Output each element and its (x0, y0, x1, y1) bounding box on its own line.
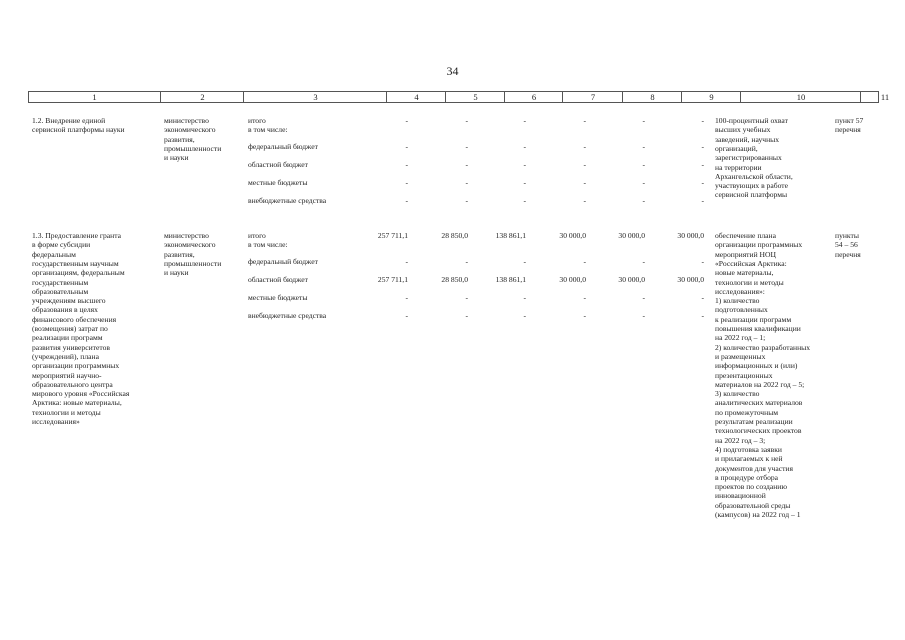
value-cell: - (523, 142, 526, 152)
value-cell: - (642, 178, 645, 188)
value-cell: - (523, 178, 526, 188)
value-cell: - (701, 311, 704, 321)
value-cell: 257 711,1 (377, 275, 408, 285)
row-title-line: развития университетов (32, 342, 110, 352)
indicator-line: на 2022 год – 1; (715, 333, 766, 343)
value-cell: - (701, 293, 704, 303)
header-col-10: 10 (740, 92, 861, 102)
value-cell: - (405, 257, 408, 267)
indicator-line: на 2022 год – 3; (715, 435, 766, 445)
row-title-line: государственным (32, 277, 89, 287)
indicator-line: заведений, научных (715, 134, 780, 144)
value-cell: 30 000,0 (559, 231, 586, 240)
row-title-line: реализации программ (32, 333, 103, 343)
value-cell: - (701, 116, 704, 125)
indicator-line: документов для участия (715, 463, 793, 473)
value-cell: - (465, 196, 468, 206)
executor-line: промышленности (164, 258, 222, 268)
executor-line: развития, (164, 134, 195, 144)
indicator-line: 3) количество (715, 389, 760, 399)
funding-source-label: итого (248, 116, 266, 125)
header-col-11: 11 (860, 92, 905, 102)
reference-line: 54 – 56 (835, 240, 858, 250)
row-title-line: в форме субсидии (32, 240, 91, 250)
value-cell: - (642, 293, 645, 303)
executor-line: министерство (164, 116, 209, 125)
value-cell: - (583, 196, 586, 206)
header-col-9: 9 (681, 92, 741, 102)
indicator-line: и размещенных (715, 351, 766, 361)
header-col-7: 7 (562, 92, 623, 102)
value-cell: - (523, 116, 526, 125)
indicator-line: 100-процентный охват (715, 116, 788, 125)
indicator-line: 4) подготовка заявки (715, 444, 782, 454)
indicator-line: 1) количество (715, 296, 760, 306)
value-cell: - (465, 178, 468, 188)
value-cell: - (642, 257, 645, 267)
funding-source-label: областной бюджет (248, 160, 308, 170)
value-cell: - (583, 142, 586, 152)
row-title-line: учреждениям высшего (32, 296, 106, 306)
indicator-line: проектов по созданию (715, 482, 788, 492)
value-cell: 138 861,1 (495, 275, 526, 285)
value-cell: - (465, 293, 468, 303)
row-title-line: финансового обеспечения (32, 314, 117, 324)
reference-line: пункт 57 (835, 116, 864, 125)
value-cell: - (405, 160, 408, 170)
indicator-line: по промежуточным (715, 407, 779, 417)
row-title-line: сервисной платформы науки (32, 125, 125, 135)
indicator-line: результатам реализации (715, 417, 793, 426)
indicator-line: зарегистрированных (715, 153, 782, 163)
indicator-line: подготовленных (715, 305, 768, 315)
header-col-5: 5 (445, 92, 505, 102)
row-title-line: организациям, федеральным (32, 268, 125, 278)
executor-line: и науки (164, 268, 189, 278)
executor-line: и науки (164, 153, 189, 163)
value-cell: - (583, 160, 586, 170)
page-number: 34 (446, 64, 459, 78)
indicator-line: обеспечение плана (715, 231, 776, 240)
reference-line: перечня (835, 125, 861, 135)
value-cell: - (465, 116, 468, 125)
executor-line: развития, (164, 249, 195, 259)
row-title-line: мирового уровня «Российская (32, 389, 130, 399)
value-cell: - (405, 116, 408, 125)
value-cell: - (583, 311, 586, 321)
value-cell: - (523, 196, 526, 206)
value-cell: 30 000,0 (618, 231, 645, 240)
indicator-line: организаций, (715, 143, 758, 153)
value-cell: - (465, 311, 468, 321)
indicator-line: высших учебных (715, 125, 771, 135)
funding-source-label: внебюджетные средства (248, 196, 327, 206)
indicator-line: «Российская Арктика: (715, 258, 787, 268)
value-cell: - (701, 160, 704, 170)
row-title-line: мероприятий научно- (32, 370, 102, 380)
value-cell: - (405, 196, 408, 206)
indicator-line: мероприятий НОЦ (715, 249, 776, 259)
row-title-line: (возмещения) затрат по (32, 324, 108, 333)
indicator-line: аналитических материалов (715, 398, 803, 408)
funding-source-label: внебюджетные средства (248, 311, 327, 321)
value-cell: - (405, 311, 408, 321)
value-cell: - (701, 178, 704, 188)
row-title-line: образования в целях (32, 305, 98, 315)
value-cell: - (523, 311, 526, 321)
value-cell: 30 000,0 (618, 275, 645, 285)
table-header-row (28, 91, 890, 103)
header-col-1: 1 (92, 92, 97, 102)
value-cell: - (701, 142, 704, 152)
funding-source-label: местные бюджеты (248, 293, 308, 303)
reference-line: пункты (835, 231, 859, 240)
row-title-line: 1.2. Внедрение единой (32, 116, 106, 125)
indicator-line: исследования»: (715, 286, 765, 296)
value-cell: - (405, 142, 408, 152)
header-col-8: 8 (622, 92, 682, 102)
indicator-line: технологии и методы (715, 277, 784, 287)
indicator-line: новые материалы, (715, 268, 774, 278)
value-cell: - (583, 178, 586, 188)
value-cell: - (523, 293, 526, 303)
executor-line: министерство (164, 231, 209, 240)
header-col-3: 3 (243, 92, 387, 102)
funding-source-label: областной бюджет (248, 275, 308, 285)
row-title-line: исследования» (32, 417, 80, 426)
indicator-line: материалов на 2022 год – 5; (715, 379, 805, 389)
value-cell: 30 000,0 (559, 275, 586, 285)
value-cell: 30 000,0 (677, 231, 704, 240)
funding-source-label: итого (248, 231, 266, 240)
funding-source-label: в том числе: (248, 240, 288, 250)
indicator-line: на территории (715, 162, 762, 172)
row-title-line: образовательного центра (32, 379, 113, 389)
row-title-line: технологии и методы (32, 407, 101, 417)
value-cell: - (465, 142, 468, 152)
row-title-line: Арктика: новые материалы, (32, 398, 122, 408)
funding-source-label: федеральный бюджет (248, 257, 318, 267)
value-cell: - (583, 116, 586, 125)
indicator-line: Архангельской области, (715, 171, 793, 181)
indicator-line: повышения квалификации (715, 324, 801, 333)
value-cell: - (465, 160, 468, 170)
value-cell: - (642, 142, 645, 152)
indicator-line: технологических проектов (715, 426, 802, 436)
row-title-line: (учреждений), плана (32, 351, 99, 361)
header-col-4: 4 (386, 92, 446, 102)
value-cell: - (642, 311, 645, 321)
executor-line: промышленности (164, 143, 222, 153)
executor-line: экономического (164, 240, 216, 250)
indicator-line: организации программных (715, 240, 803, 250)
value-cell: 28 850,0 (441, 275, 468, 285)
indicator-line: (кампусов) на 2022 год – 1 (715, 510, 801, 519)
funding-source-label: местные бюджеты (248, 178, 308, 188)
value-cell: - (642, 116, 645, 125)
indicator-line: инновационной (715, 491, 766, 501)
indicator-line: презентационных (715, 370, 773, 380)
indicator-line: информационных и (или) (715, 361, 798, 371)
row-title-line: государственным научным (32, 258, 119, 268)
row-title-line: образовательным (32, 286, 89, 296)
reference-line: перечня (835, 249, 861, 259)
executor-line: экономического (164, 125, 216, 135)
value-cell: - (642, 196, 645, 206)
value-cell: - (642, 160, 645, 170)
value-cell: - (583, 257, 586, 267)
value-cell: - (465, 257, 468, 267)
funding-source-label: в том числе: (248, 125, 288, 135)
value-cell: 138 861,1 (495, 231, 526, 240)
indicator-line: к реализации программ (715, 314, 792, 324)
header-col-2: 2 (160, 92, 244, 102)
indicator-line: участвующих в работе (715, 181, 788, 191)
indicator-line: 2) количество разработанных (715, 342, 811, 352)
value-cell: 28 850,0 (441, 231, 468, 240)
header-col-6: 6 (504, 92, 563, 102)
value-cell: - (701, 257, 704, 267)
row-title-line: 1.3. Предоставление гранта (32, 231, 122, 240)
indicator-line: и прилагаемых к ней (715, 454, 783, 464)
value-cell: 30 000,0 (677, 275, 704, 285)
value-cell: 257 711,1 (377, 231, 408, 240)
value-cell: - (405, 293, 408, 303)
value-cell: - (523, 257, 526, 267)
indicator-line: сервисной платформы (715, 190, 788, 200)
indicator-line: в процедуре отбора (715, 472, 779, 482)
value-cell: - (523, 160, 526, 170)
indicator-line: образовательной среды (715, 500, 791, 510)
funding-source-label: федеральный бюджет (248, 142, 318, 152)
value-cell: - (701, 196, 704, 206)
value-cell: - (583, 293, 586, 303)
value-cell: - (405, 178, 408, 188)
row-title-line: федеральным (32, 249, 76, 259)
row-title-line: организации программных (32, 361, 120, 371)
